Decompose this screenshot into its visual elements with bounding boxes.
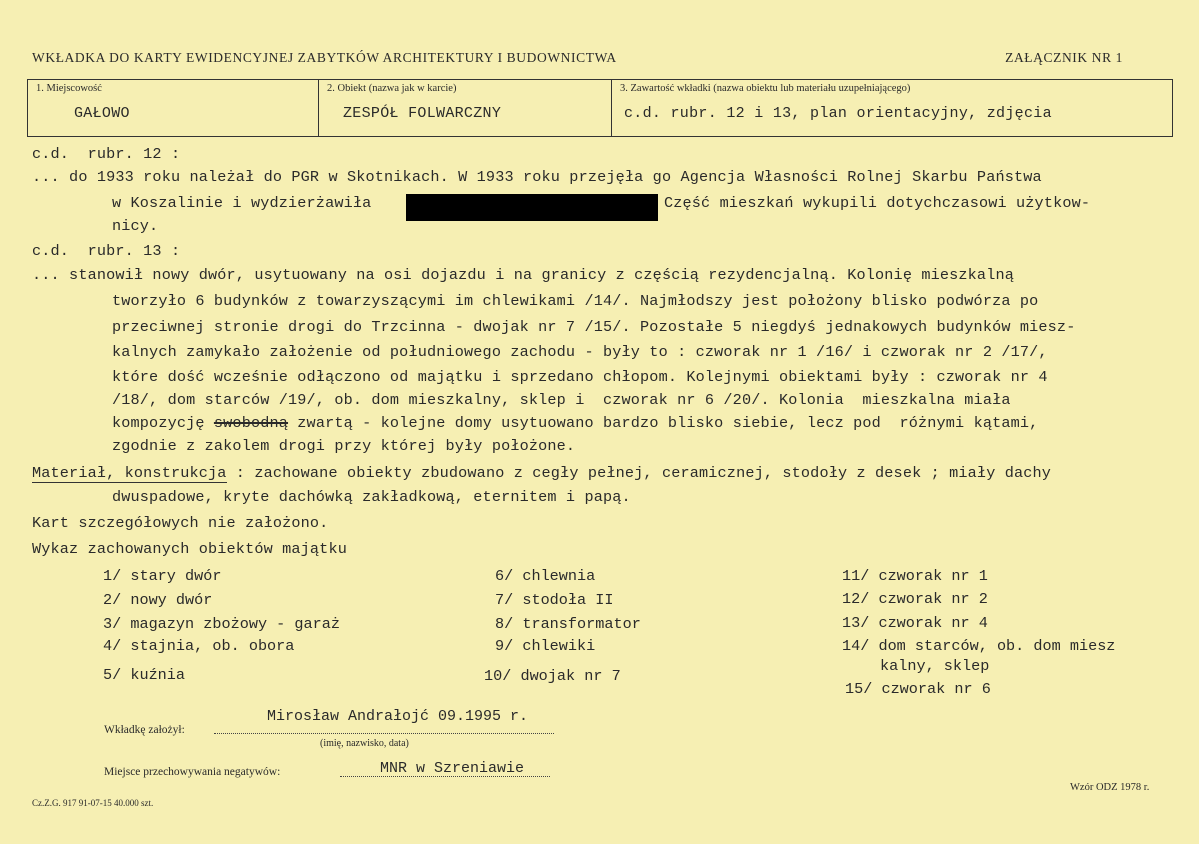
storage-label: Miejsce przechowywania negatywów: xyxy=(104,766,281,778)
section13-line7a: kompozycję xyxy=(112,414,214,432)
list-item: 5/ kuźnia xyxy=(103,666,186,684)
field-object xyxy=(319,80,612,136)
list-item: 6/ chlewnia xyxy=(495,567,596,585)
list-item: 11/ czworak nr 1 xyxy=(842,567,988,585)
redaction-bar xyxy=(406,194,658,221)
form-title: WKŁADKA DO KARTY EWIDENCYJNEJ ZABYTKÓW ARCHITEKTURY I BUDOWNICTWA xyxy=(32,50,617,65)
list-item: 4/ stajnia, ob. obora xyxy=(103,637,295,655)
field-object-label: 2. Obiekt (nazwa jak w karcie) xyxy=(327,83,457,94)
list-item: 13/ czworak nr 4 xyxy=(842,614,988,632)
list-item: 15/ czworak nr 6 xyxy=(845,680,991,698)
field-contents-value: c.d. rubr. 12 i 13, plan orientacyjny, zdjęcia xyxy=(624,105,1052,122)
section13-line7b: zwartą - kolejne domy usytuowano bardzo blisko siebie, lecz pod różnymi kątami, xyxy=(288,414,1039,432)
list-item: 10/ dwojak nr 7 xyxy=(484,667,621,685)
section13-line4: kalnych zamykało założenie od południowego zachodu - były to : czworak nr 1 /16/ i czworak nr 2 /17/, xyxy=(112,343,1048,361)
field-object-value: ZESPÓŁ FOLWARCZNY xyxy=(343,105,502,122)
list-item: 2/ nowy dwór xyxy=(103,591,213,609)
author-label: Wkładkę założył: xyxy=(104,724,185,736)
material-line1 xyxy=(32,464,1051,482)
field-locality-label: 1. Miejscowość xyxy=(36,83,102,94)
section12-line2a: w Koszalinie i wydzierżawiła xyxy=(112,194,372,212)
objects-list-heading: Wykaz zachowanych obiektów majątku xyxy=(32,540,347,558)
detail-cards-note: Kart szczegółowych nie założono. xyxy=(32,514,329,532)
list-item: 14/ dom starców, ob. dom miesz xyxy=(842,637,1116,655)
list-item: 3/ magazyn zbożowy - garaż xyxy=(103,615,340,633)
section13-line3: przeciwnej stronie drogi do Trzcinna - dwojak nr 7 /15/. Pozostałe 5 niegdyś jednakowych budynków miesz- xyxy=(112,318,1076,336)
field-contents xyxy=(612,80,1172,136)
author-hint: (imię, nazwisko, data) xyxy=(320,738,409,749)
list-item: 9/ chlewiki xyxy=(495,637,596,655)
section13-heading: c.d. rubr. 13 : xyxy=(32,242,181,260)
storage-dotted-line xyxy=(340,776,550,777)
author-signature: Mirosław Andrałojć 09.1995 r. xyxy=(267,708,529,725)
list-item: 1/ stary dwór xyxy=(103,567,222,585)
section13-line7 xyxy=(112,414,1038,432)
fields-table xyxy=(27,79,1173,137)
section12-line3: nicy. xyxy=(112,217,159,235)
attachment-number: ZAŁĄCZNIK NR 1 xyxy=(1005,50,1123,65)
list-item: 8/ transformator xyxy=(495,615,641,633)
list-item: 12/ czworak nr 2 xyxy=(842,590,988,608)
section12-line2b: Część mieszkań wykupili dotychczasowi użytkow- xyxy=(664,194,1091,212)
section12-line1: ... do 1933 roku należał do PGR w Skotnikach. W 1933 roku przejęła go Agencja Własności Rolnej Skarbu Państwa xyxy=(32,168,1042,186)
section13-line5: które dość wcześnie odłączono od majątku i sprzedano chłopom. Kolejnymi obiektami były : czworak nr 4 xyxy=(112,368,1048,386)
list-item: 7/ stodoła II xyxy=(495,591,614,609)
section13-line1: ... stanowił nowy dwór, usytuowany na osi dojazdu i na granicy z częścią rezydencjalną. Kolonię mieszkalną xyxy=(32,266,1014,284)
field-locality-value: GAŁOWO xyxy=(74,105,130,122)
storage-value: MNR w Szreniawie xyxy=(380,760,525,777)
material-label: Materiał, konstrukcja xyxy=(32,464,227,482)
field-locality xyxy=(28,80,319,136)
list-item: kalny, sklep xyxy=(880,657,990,675)
print-code: Cz.Z.G. 917 91-07-15 40.000 szt. xyxy=(32,798,154,808)
struck-word: swobodną xyxy=(213,414,289,432)
material-line2: dwuspadowe, kryte dachówką zakładkową, eternitem i papą. xyxy=(112,488,631,506)
template-code: Wzór ODZ 1978 r. xyxy=(1070,782,1150,793)
section13-line8: zgodnie z zakolem drogi przy której były położone. xyxy=(112,437,576,455)
section13-line2: tworzyło 6 budynków z towarzyszącymi im chlewikami /14/. Najmłodszy jest położony blisko podwórza po xyxy=(112,292,1039,310)
field-contents-label: 3. Zawartość wkładki (nazwa obiektu lub materiału uzupełniającego) xyxy=(620,83,911,94)
material-text1: : zachowane obiekty zbudowano z cegły pełnej, ceramicznej, stodoły z desek ; miały dachy xyxy=(226,464,1052,482)
section12-heading: c.d. rubr. 12 : xyxy=(32,145,181,163)
author-dotted-line xyxy=(214,733,554,734)
section13-line6: /18/, dom starców /19/, ob. dom mieszkalny, sklep i czworak nr 6 /20/. Kolonia mieszkalna miała xyxy=(112,391,1011,409)
